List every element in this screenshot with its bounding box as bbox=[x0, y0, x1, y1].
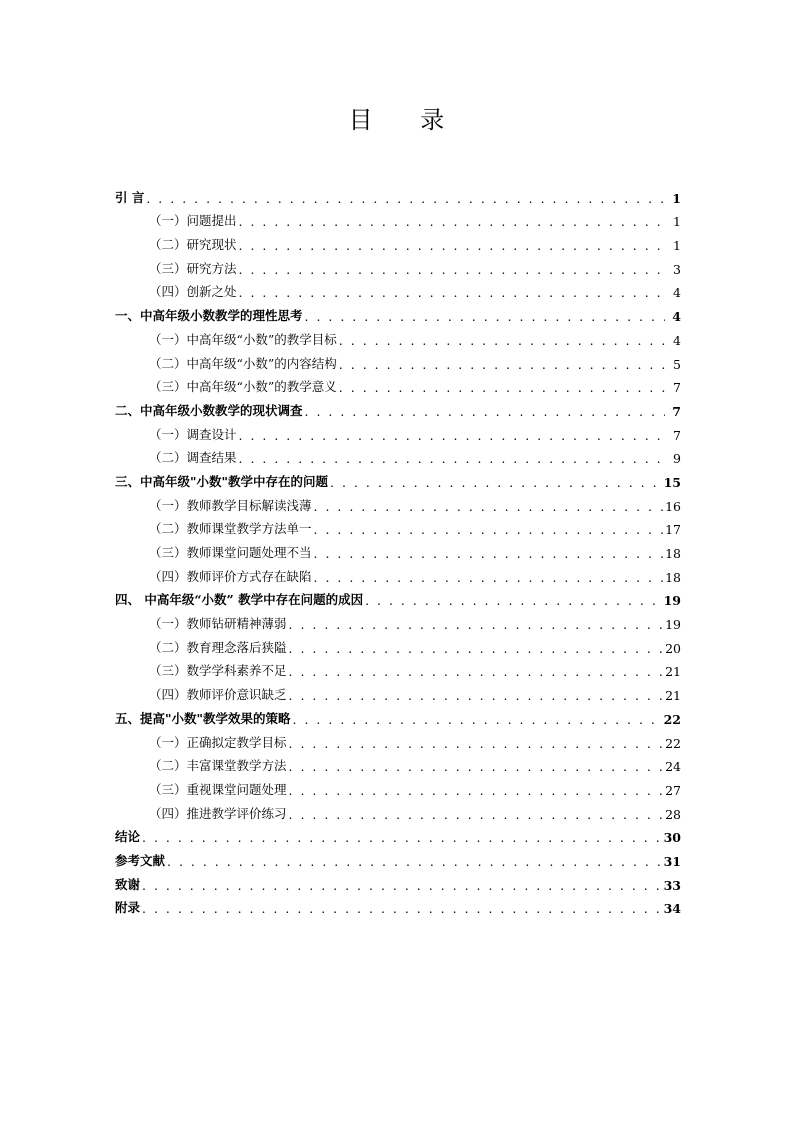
toc-page-number: 21 bbox=[665, 664, 681, 680]
toc-entry-label: 二、中高年级小数教学的现状调查 bbox=[115, 402, 303, 418]
dot-leader bbox=[239, 451, 665, 466]
toc-page-number: 21 bbox=[665, 688, 681, 704]
page-title: 目 录 bbox=[348, 106, 465, 134]
dot-leader bbox=[289, 617, 664, 632]
toc-entry-label: （三）数学学科素养不足 bbox=[149, 663, 287, 679]
toc-page-number: 19 bbox=[663, 593, 681, 609]
toc-page-number: 33 bbox=[663, 877, 681, 893]
toc-subsection-entry[interactable] bbox=[115, 229, 681, 253]
toc-entry-label: 引 言 bbox=[115, 189, 145, 205]
toc-subsection-entry[interactable] bbox=[115, 206, 681, 230]
toc-entry-label: 一、中高年级小数教学的理性思考 bbox=[115, 308, 303, 324]
toc-entry-label: （三）教师课堂问题处理不当 bbox=[149, 545, 312, 560]
toc-page-number: 4 bbox=[673, 332, 681, 348]
toc-subsection-entry[interactable] bbox=[115, 324, 681, 348]
toc-entry-label: 结论 bbox=[115, 829, 141, 845]
dot-leader bbox=[314, 570, 664, 585]
dot-leader bbox=[305, 404, 665, 419]
toc-subsection-entry[interactable] bbox=[115, 537, 681, 561]
toc-page-number: 17 bbox=[665, 522, 681, 538]
toc-subsection-entry[interactable] bbox=[115, 348, 681, 372]
toc-entry-label: （四）推进教学评价练习 bbox=[149, 805, 287, 821]
toc-page-number: 22 bbox=[663, 711, 681, 727]
toc-page-number: 18 bbox=[665, 569, 681, 585]
toc-entry-label: （一）问题提出 bbox=[149, 213, 237, 229]
toc-subsection-entry[interactable] bbox=[115, 490, 681, 514]
toc-subsection-entry[interactable] bbox=[115, 751, 681, 775]
toc-page-number: 7 bbox=[673, 380, 681, 396]
dot-leader bbox=[314, 499, 664, 514]
dot-leader bbox=[239, 238, 665, 253]
toc-section-entry[interactable] bbox=[115, 300, 681, 324]
toc-entry-label: （三）研究方法 bbox=[149, 260, 237, 276]
toc-entry-label: （二）中高年级“小数”的内容结构 bbox=[149, 355, 337, 371]
dot-leader bbox=[339, 380, 665, 395]
toc-section-entry[interactable] bbox=[115, 182, 681, 206]
toc-entry-label: 致谢 bbox=[115, 876, 141, 892]
toc-entry-label: 附录 bbox=[115, 900, 141, 916]
dot-leader bbox=[314, 546, 664, 561]
toc-entry-label: （二）教师课堂教学方法单一 bbox=[149, 521, 312, 537]
dot-leader bbox=[293, 712, 662, 727]
toc-entry-label: （一）中高年级“小数”的教学目标 bbox=[149, 331, 337, 347]
toc-subsection-entry[interactable] bbox=[115, 656, 681, 680]
toc-page-number: 7 bbox=[672, 403, 681, 419]
toc-page-number: 4 bbox=[672, 309, 681, 325]
toc-page-number: 1 bbox=[672, 190, 681, 206]
dot-leader bbox=[339, 357, 665, 372]
toc-page-number: 24 bbox=[665, 759, 681, 775]
toc-subsection-entry[interactable] bbox=[115, 372, 681, 396]
toc-subsection-entry[interactable] bbox=[115, 514, 681, 538]
dot-leader bbox=[330, 475, 662, 490]
toc-subsection-entry[interactable] bbox=[115, 419, 681, 443]
toc-page-number: 3 bbox=[673, 261, 681, 277]
toc-subsection-entry[interactable] bbox=[115, 774, 681, 798]
toc-subsection-entry[interactable] bbox=[115, 253, 681, 277]
toc-subsection-entry[interactable] bbox=[115, 561, 681, 585]
toc-page-number: 1 bbox=[673, 238, 681, 254]
toc-entry-label: （二）丰富课堂教学方法 bbox=[149, 758, 287, 774]
toc-entry-label: （四）创新之处 bbox=[149, 284, 237, 300]
dot-leader bbox=[146, 191, 665, 206]
dot-leader bbox=[289, 688, 664, 703]
dot-leader bbox=[239, 262, 665, 277]
toc-entry-label: （三）中高年级“小数”的教学意义 bbox=[149, 379, 337, 395]
toc-subsection-entry[interactable] bbox=[115, 727, 681, 751]
toc-page-number: 5 bbox=[673, 356, 681, 372]
toc-entry-label: （一）教师钻研精神薄弱 bbox=[149, 616, 287, 632]
toc-page-number: 30 bbox=[663, 830, 681, 846]
table-of-contents bbox=[115, 182, 681, 916]
toc-page-number: 16 bbox=[665, 498, 681, 514]
dot-leader bbox=[142, 901, 662, 916]
dot-leader bbox=[239, 285, 665, 300]
toc-page-number: 31 bbox=[663, 853, 681, 869]
dot-leader bbox=[167, 854, 662, 869]
dot-leader bbox=[289, 807, 664, 822]
toc-page-number: 27 bbox=[665, 782, 681, 798]
toc-subsection-entry[interactable] bbox=[115, 798, 681, 822]
toc-section-entry[interactable] bbox=[115, 585, 681, 609]
dot-leader bbox=[239, 428, 665, 443]
toc-section-entry[interactable] bbox=[115, 893, 681, 917]
toc-page-number: 34 bbox=[663, 901, 681, 917]
toc-page-number: 4 bbox=[673, 285, 681, 301]
toc-page-number: 1 bbox=[673, 214, 681, 230]
toc-page-number: 19 bbox=[665, 617, 681, 633]
dot-leader bbox=[239, 214, 665, 229]
dot-leader bbox=[314, 522, 664, 537]
toc-section-entry[interactable] bbox=[115, 703, 681, 727]
dot-leader bbox=[289, 664, 664, 679]
toc-page-number: 28 bbox=[665, 806, 681, 822]
toc-page-number: 15 bbox=[663, 474, 681, 490]
toc-entry-label: 参考文献 bbox=[115, 852, 166, 868]
toc-page-number: 7 bbox=[673, 427, 681, 443]
toc-section-entry[interactable] bbox=[115, 845, 681, 869]
dot-leader bbox=[339, 333, 665, 348]
toc-entry-label: （四）教师评价方式存在缺陷 bbox=[149, 568, 312, 584]
toc-section-entry[interactable] bbox=[115, 395, 681, 419]
toc-subsection-entry[interactable] bbox=[115, 608, 681, 632]
toc-page-number: 22 bbox=[665, 735, 681, 751]
dot-leader bbox=[142, 878, 662, 893]
toc-subsection-entry[interactable] bbox=[115, 679, 681, 703]
dot-leader bbox=[305, 309, 665, 324]
dot-leader bbox=[365, 593, 662, 608]
toc-entry-label: （一）调查设计 bbox=[149, 426, 237, 442]
dot-leader bbox=[289, 783, 664, 798]
toc-subsection-entry[interactable] bbox=[115, 277, 681, 301]
dot-leader bbox=[289, 736, 664, 751]
toc-entry-label: （二）调查结果 bbox=[149, 450, 237, 466]
toc-section-entry[interactable] bbox=[115, 822, 681, 846]
toc-page-number: 20 bbox=[665, 640, 681, 656]
toc-section-entry[interactable] bbox=[115, 869, 681, 893]
toc-page-number: 9 bbox=[673, 451, 681, 467]
toc-subsection-entry[interactable] bbox=[115, 443, 681, 467]
toc-subsection-entry[interactable] bbox=[115, 632, 681, 656]
toc-entry-label: 五、提高"小数"教学效果的策略 bbox=[115, 710, 291, 726]
toc-page-number: 18 bbox=[665, 546, 681, 561]
toc-entry-label: （一）教师教学目标解读浅薄 bbox=[149, 497, 312, 513]
dot-leader bbox=[289, 759, 664, 774]
dot-leader bbox=[142, 830, 662, 845]
dot-leader bbox=[289, 641, 664, 656]
toc-entry-label: （二）研究现状 bbox=[149, 237, 237, 253]
toc-entry-label: 四、 中高年级“小数” 教学中存在问题的成因 bbox=[115, 592, 364, 608]
toc-section-entry[interactable] bbox=[115, 466, 681, 490]
toc-entry-label: （二）教育理念落后狭隘 bbox=[149, 639, 287, 655]
toc-entry-label: （四）教师评价意识缺乏 bbox=[149, 687, 287, 703]
toc-entry-label: （三）重视课堂问题处理 bbox=[149, 781, 287, 797]
toc-entry-label: （一）正确拟定教学目标 bbox=[149, 734, 287, 750]
toc-entry-label: 三、中高年级"小数"教学中存在的问题 bbox=[115, 473, 329, 489]
